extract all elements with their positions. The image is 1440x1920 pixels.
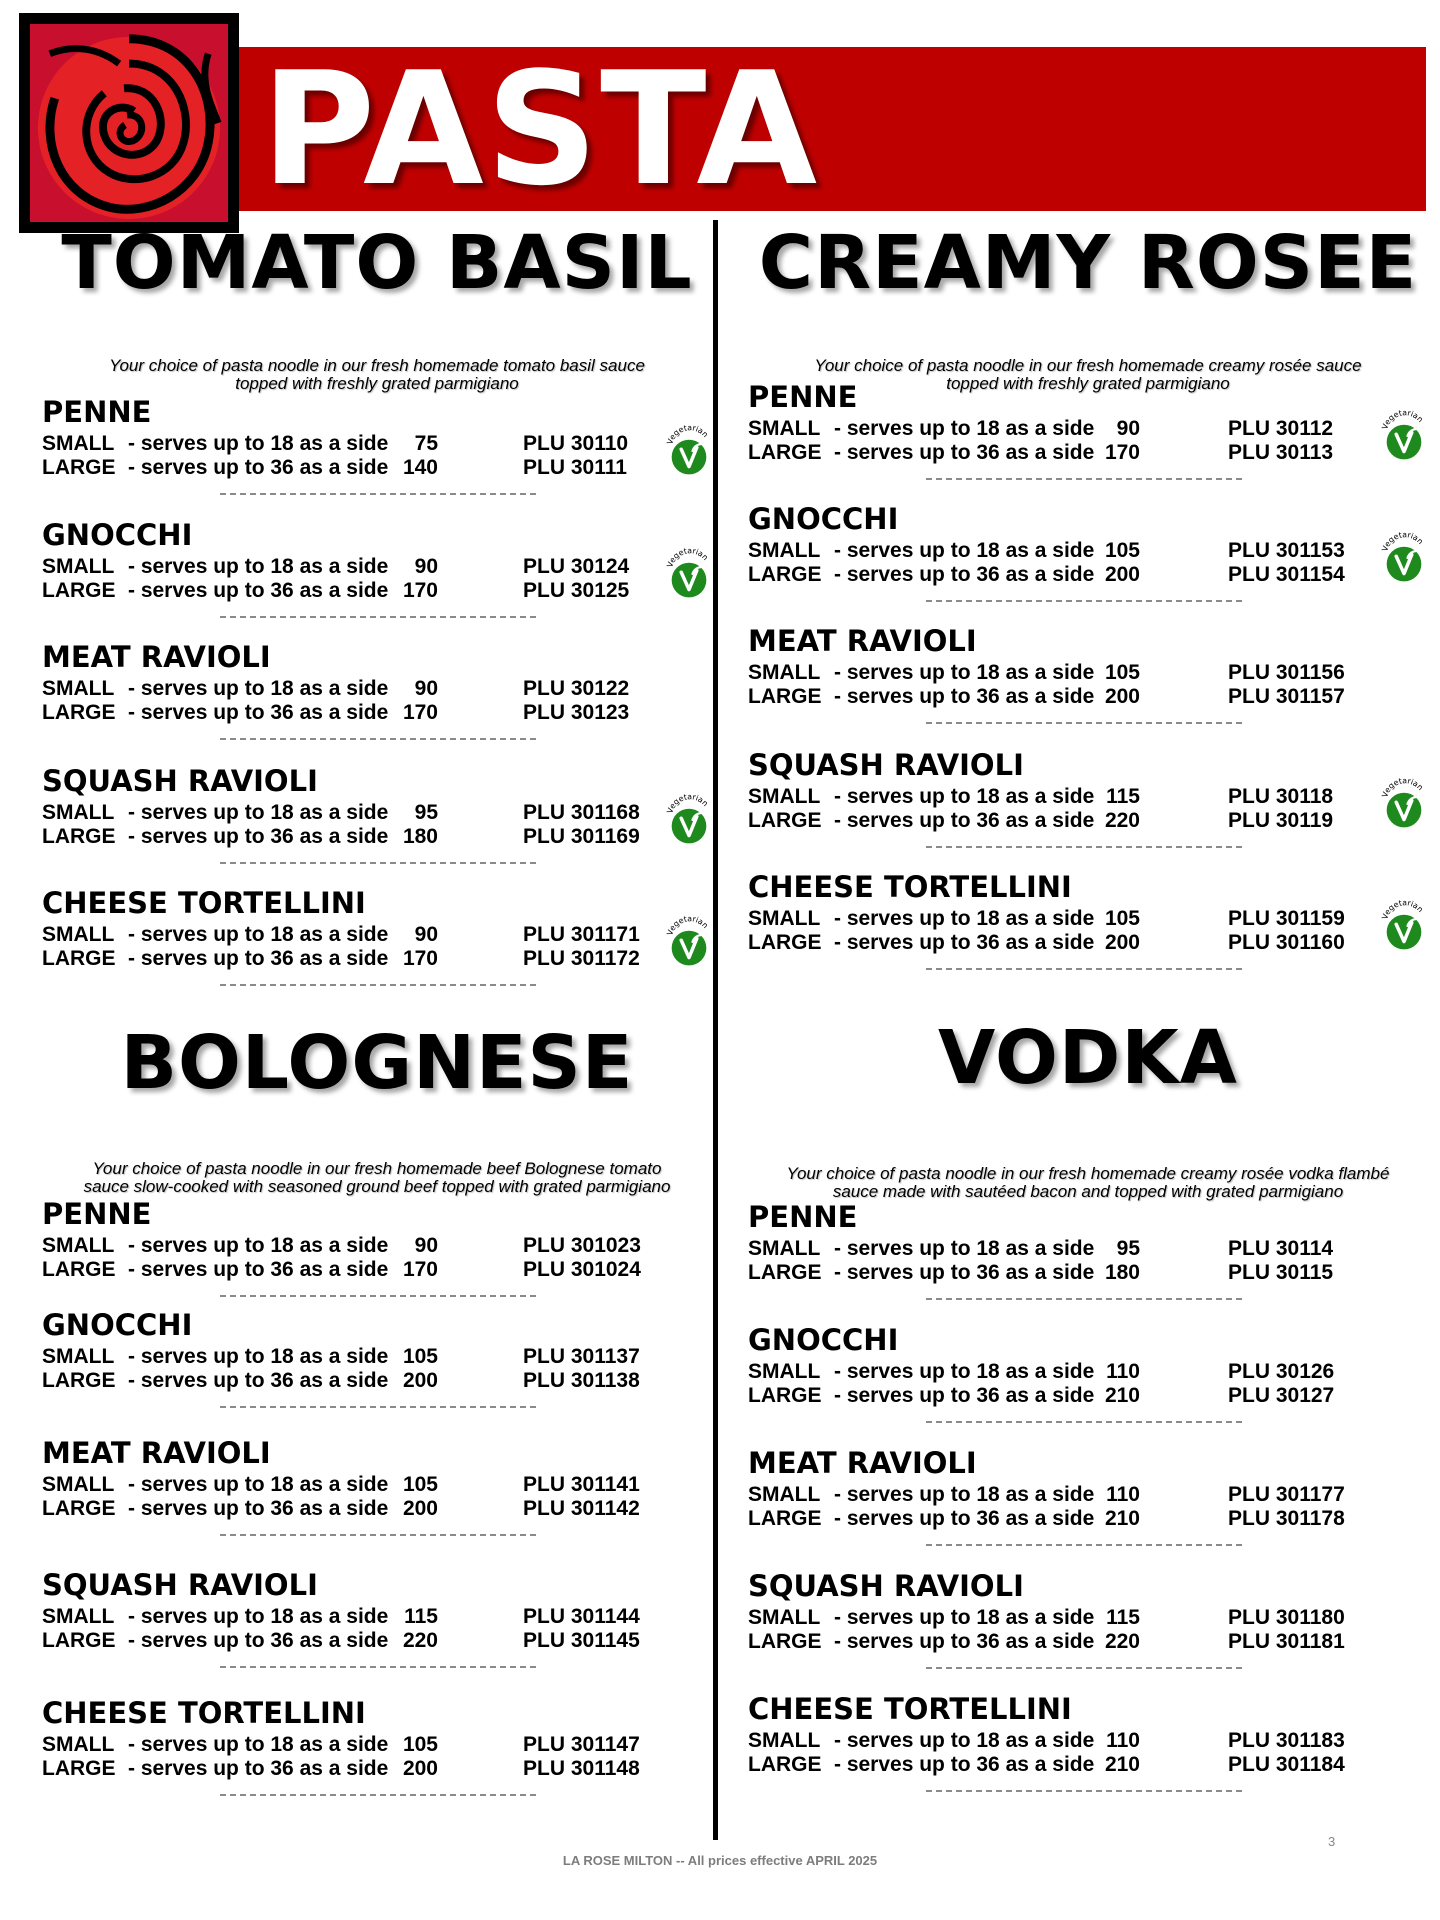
footer-text: LA ROSE MILTON -- All prices effective APRIL 2025 [562, 1853, 878, 1868]
serving-description: - serves up to 36 as a side [128, 1497, 389, 1520]
item-name: CHEESE TORTELLINI [42, 1696, 366, 1730]
serving-description: - serves up to 18 as a side [128, 1234, 389, 1257]
item-name: PENNE [748, 380, 858, 414]
serving-description: - serves up to 36 as a side [834, 931, 1095, 954]
size-label: LARGE [748, 441, 822, 464]
item-separator [926, 968, 1242, 970]
small-size-row [748, 1236, 1428, 1261]
serving-description: - serves up to 36 as a side [834, 685, 1095, 708]
description-line: sauce made with sautéed bacon and topped with grated parmigiano [832, 1182, 1344, 1201]
item-name: SQUASH RAVIOLI [42, 764, 318, 798]
price: 220 [402, 1629, 438, 1652]
item-name: MEAT RAVIOLI [42, 1436, 271, 1470]
small-size-row [748, 538, 1428, 563]
item-name: PENNE [42, 1197, 152, 1231]
plu-code: PLU 301159 [1228, 907, 1345, 930]
section-description [42, 1160, 712, 1196]
size-label: LARGE [748, 931, 822, 954]
price: 105 [402, 1473, 438, 1496]
size-label: SMALL [748, 1237, 821, 1260]
item-separator [926, 600, 1242, 602]
price: 170 [402, 701, 438, 724]
item-separator [926, 1544, 1242, 1546]
item-name: SQUASH RAVIOLI [748, 1569, 1024, 1603]
svg-text:Vegetarian: Vegetarian [665, 548, 710, 569]
serving-description: - serves up to 36 as a side [128, 701, 389, 724]
large-size-row [42, 455, 712, 480]
svg-text:Vegetarian: Vegetarian [665, 794, 710, 815]
section-title: VODKA [938, 1015, 1238, 1101]
item-name: GNOCCHI [748, 1323, 899, 1357]
item-name: SQUASH RAVIOLI [748, 748, 1024, 782]
large-size-row [748, 808, 1428, 833]
item-separator [220, 493, 536, 495]
serving-description: - serves up to 36 as a side [834, 1261, 1095, 1284]
svg-text:Vegetarian: Vegetarian [1380, 900, 1425, 921]
plu-code: PLU 301156 [1228, 661, 1345, 684]
small-size-row [748, 1482, 1428, 1507]
serving-description: - serves up to 18 as a side [128, 801, 389, 824]
item-separator [220, 1534, 536, 1536]
serving-description: - serves up to 36 as a side [128, 1369, 389, 1392]
plu-code: PLU 30118 [1228, 785, 1334, 808]
small-size-row [748, 416, 1428, 441]
page-title: PASTA [261, 38, 820, 220]
size-label: SMALL [42, 1733, 115, 1756]
section-title: BOLOGNESE [120, 1020, 634, 1106]
size-label: LARGE [748, 809, 822, 832]
size-label: SMALL [748, 907, 821, 930]
description-line: Your choice of pasta noodle in our fresh homemade beef Bolognese tomato [92, 1159, 662, 1178]
large-size-row [748, 1506, 1428, 1531]
small-size-row [42, 431, 712, 456]
small-size-row [42, 1604, 712, 1629]
item-separator [926, 1790, 1242, 1792]
size-label: LARGE [748, 1261, 822, 1284]
vegetarian-icon [663, 794, 715, 846]
price: 115 [1106, 785, 1140, 808]
serving-description: - serves up to 18 as a side [128, 677, 389, 700]
item-name: CHEESE TORTELLINI [748, 1692, 1072, 1726]
item-separator [220, 1406, 536, 1408]
size-label: LARGE [748, 563, 822, 586]
price: 110 [1106, 1483, 1140, 1506]
size-label: SMALL [42, 1345, 115, 1368]
large-size-row [42, 1756, 712, 1781]
serving-description: - serves up to 36 as a side [834, 1507, 1095, 1530]
large-size-row [42, 1496, 712, 1521]
small-size-row [42, 922, 712, 947]
serving-description: - serves up to 18 as a side [128, 923, 389, 946]
plu-code: PLU 301148 [523, 1757, 640, 1780]
item-name: MEAT RAVIOLI [748, 1446, 977, 1480]
plu-code: PLU 30119 [1228, 809, 1334, 832]
small-size-row [748, 1359, 1428, 1384]
plu-code: PLU 301141 [523, 1473, 640, 1496]
large-size-row [748, 930, 1428, 955]
item-separator [220, 738, 536, 740]
serving-description: - serves up to 36 as a side [128, 947, 389, 970]
price: 220 [1104, 1630, 1140, 1653]
size-label: SMALL [42, 432, 115, 455]
serving-description: - serves up to 36 as a side [834, 1630, 1095, 1653]
serving-description: - serves up to 18 as a side [834, 417, 1095, 440]
plu-code: PLU 301178 [1228, 1507, 1345, 1530]
plu-code: PLU 30125 [523, 579, 630, 602]
price: 110 [1106, 1729, 1140, 1752]
page-number: 3 [1328, 1834, 1336, 1849]
item-name: CHEESE TORTELLINI [42, 886, 366, 920]
price: 200 [1104, 563, 1140, 586]
size-label: LARGE [748, 1384, 822, 1407]
plu-code: PLU 301177 [1228, 1483, 1345, 1506]
serving-description: - serves up to 36 as a side [834, 441, 1095, 464]
serving-description: - serves up to 18 as a side [128, 1733, 389, 1756]
size-label: SMALL [748, 1360, 821, 1383]
large-size-row [748, 1629, 1428, 1654]
svg-text:Vegetarian: Vegetarian [665, 425, 710, 446]
vegetarian-icon [663, 425, 715, 477]
plu-code: PLU 301024 [523, 1258, 641, 1281]
description-line: Your choice of pasta noodle in our fresh homemade creamy rosée sauce [814, 356, 1362, 375]
description-line: topped with freshly grated parmigiano [946, 374, 1230, 393]
plu-code: PLU 301138 [523, 1369, 640, 1392]
size-label: SMALL [748, 539, 821, 562]
item-name: SQUASH RAVIOLI [42, 1568, 318, 1602]
serving-description: - serves up to 18 as a side [834, 1483, 1095, 1506]
large-size-row [42, 578, 712, 603]
item-name: MEAT RAVIOLI [42, 640, 271, 674]
plu-code: PLU 301137 [523, 1345, 640, 1368]
price: 110 [1106, 1360, 1140, 1383]
item-separator [220, 616, 536, 618]
serving-description: - serves up to 18 as a side [128, 1605, 389, 1628]
price: 170 [1104, 441, 1140, 464]
plu-code: PLU 301172 [523, 947, 640, 970]
item-separator [220, 1794, 536, 1796]
serving-description: - serves up to 18 as a side [834, 1237, 1095, 1260]
large-size-row [748, 1383, 1428, 1408]
price: 140 [402, 456, 438, 479]
price: 75 [414, 432, 438, 455]
price: 90 [414, 677, 438, 700]
small-size-row [748, 784, 1428, 809]
large-size-row [748, 1752, 1428, 1777]
plu-code: PLU 301169 [523, 825, 640, 848]
serving-description: - serves up to 18 as a side [128, 1473, 389, 1496]
size-label: LARGE [42, 1757, 116, 1780]
plu-code: PLU 30123 [523, 701, 630, 724]
large-size-row [42, 824, 712, 849]
serving-description: - serves up to 36 as a side [128, 1258, 389, 1281]
item-separator [926, 846, 1242, 848]
plu-code: PLU 301147 [523, 1733, 640, 1756]
size-label: LARGE [42, 1258, 116, 1281]
price: 200 [402, 1369, 438, 1392]
svg-text:Vegetarian: Vegetarian [1380, 410, 1425, 431]
large-size-row [42, 1628, 712, 1653]
plu-code: PLU 301023 [523, 1234, 641, 1257]
plu-code: PLU 30114 [1228, 1237, 1334, 1260]
vegetarian-icon [663, 548, 715, 600]
plu-code: PLU 30122 [523, 677, 630, 700]
plu-code: PLU 30126 [1228, 1360, 1335, 1383]
svg-text:Vegetarian: Vegetarian [1380, 778, 1425, 799]
large-size-row [748, 1260, 1428, 1285]
item-name: MEAT RAVIOLI [748, 624, 977, 658]
size-label: SMALL [42, 1234, 115, 1257]
serving-description: - serves up to 18 as a side [834, 661, 1095, 684]
item-name: PENNE [748, 1200, 858, 1234]
size-label: SMALL [42, 801, 115, 824]
size-label: LARGE [42, 1369, 116, 1392]
price: 105 [402, 1345, 438, 1368]
section-description [42, 357, 712, 393]
serving-description: - serves up to 18 as a side [128, 432, 389, 455]
price: 170 [402, 579, 438, 602]
description-line: sauce slow-cooked with seasoned ground beef topped with grated parmigiano [83, 1177, 671, 1196]
size-label: LARGE [748, 685, 822, 708]
serving-description: - serves up to 36 as a side [128, 1629, 389, 1652]
item-separator [926, 478, 1242, 480]
section-title: TOMATO BASIL [61, 220, 693, 306]
price: 90 [414, 555, 438, 578]
serving-description: - serves up to 18 as a side [834, 539, 1095, 562]
price: 90 [414, 1234, 438, 1257]
large-size-row [42, 700, 712, 725]
price: 105 [1104, 907, 1140, 930]
section-title: CREAMY ROSEE [758, 220, 1418, 306]
plu-code: PLU 301168 [523, 801, 640, 824]
item-separator [220, 1666, 536, 1668]
price: 90 [1116, 417, 1140, 440]
price: 180 [1104, 1261, 1140, 1284]
svg-text:Vegetarian: Vegetarian [1380, 532, 1425, 553]
plu-code: PLU 30110 [523, 432, 629, 455]
plu-code: PLU 30127 [1228, 1384, 1335, 1407]
serving-description: - serves up to 36 as a side [834, 809, 1095, 832]
price: 105 [402, 1733, 438, 1756]
price: 220 [1104, 809, 1140, 832]
large-size-row [42, 1257, 712, 1282]
serving-description: - serves up to 18 as a side [128, 1345, 389, 1368]
size-label: LARGE [748, 1630, 822, 1653]
item-separator [220, 1295, 536, 1297]
plu-code: PLU 30115 [1228, 1261, 1334, 1284]
plu-code: PLU 30112 [1228, 417, 1334, 440]
price: 200 [1104, 685, 1140, 708]
item-name: GNOCCHI [42, 1308, 193, 1342]
small-size-row [42, 554, 712, 579]
large-size-row [748, 684, 1428, 709]
serving-description: - serves up to 36 as a side [128, 579, 389, 602]
small-size-row [42, 1472, 712, 1497]
item-name: GNOCCHI [42, 518, 193, 552]
size-label: LARGE [42, 1629, 116, 1652]
plu-code: PLU 301181 [1228, 1630, 1345, 1653]
size-label: SMALL [42, 923, 115, 946]
plu-code: PLU 301154 [1228, 563, 1345, 586]
price: 180 [402, 825, 438, 848]
description-line: Your choice of pasta noodle in our fresh homemade creamy rosée vodka flambé [786, 1164, 1390, 1183]
small-size-row [748, 906, 1428, 931]
small-size-row [42, 1344, 712, 1369]
section-description [748, 1165, 1428, 1201]
small-size-row [748, 1728, 1428, 1753]
size-label: LARGE [748, 1753, 822, 1776]
price: 95 [414, 801, 438, 824]
item-separator [926, 1667, 1242, 1669]
item-separator [926, 722, 1242, 724]
price: 210 [1104, 1507, 1140, 1530]
size-label: LARGE [42, 579, 116, 602]
size-label: LARGE [42, 456, 116, 479]
size-label: SMALL [748, 1606, 821, 1629]
serving-description: - serves up to 18 as a side [834, 907, 1095, 930]
plu-code: PLU 301160 [1228, 931, 1345, 954]
price: 200 [1104, 931, 1140, 954]
serving-description: - serves up to 18 as a side [834, 785, 1095, 808]
serving-description: - serves up to 36 as a side [834, 1753, 1095, 1776]
small-size-row [42, 1732, 712, 1757]
title-banner [239, 38, 1426, 220]
item-separator [220, 862, 536, 864]
plu-code: PLU 301142 [523, 1497, 640, 1520]
price: 115 [1106, 1606, 1140, 1629]
serving-description: - serves up to 18 as a side [128, 555, 389, 578]
item-separator [926, 1421, 1242, 1423]
size-label: SMALL [748, 785, 821, 808]
size-label: LARGE [42, 1497, 116, 1520]
serving-description: - serves up to 36 as a side [128, 456, 389, 479]
description-line: topped with freshly grated parmigiano [235, 374, 519, 393]
item-separator [220, 984, 536, 986]
price: 115 [404, 1605, 438, 1628]
small-size-row [42, 676, 712, 701]
plu-code: PLU 301184 [1228, 1753, 1345, 1776]
vegetarian-icon [1378, 900, 1430, 952]
large-size-row [42, 1368, 712, 1393]
price: 170 [402, 1258, 438, 1281]
plu-code: PLU 301171 [523, 923, 640, 946]
price: 210 [1104, 1384, 1140, 1407]
price: 105 [1104, 661, 1140, 684]
rose-icon [30, 24, 228, 222]
serving-description: - serves up to 18 as a side [834, 1360, 1095, 1383]
item-name: GNOCCHI [748, 502, 899, 536]
plu-code: PLU 301144 [523, 1605, 640, 1628]
small-size-row [42, 1233, 712, 1258]
item-separator [926, 1298, 1242, 1300]
size-label: SMALL [748, 1483, 821, 1506]
size-label: LARGE [42, 947, 116, 970]
serving-description: - serves up to 36 as a side [128, 825, 389, 848]
plu-code: PLU 30113 [1228, 441, 1334, 464]
serving-description: - serves up to 18 as a side [834, 1606, 1095, 1629]
vegetarian-icon [1378, 532, 1430, 584]
small-size-row [42, 800, 712, 825]
vegetarian-icon [663, 916, 715, 968]
price: 200 [402, 1757, 438, 1780]
price: 210 [1104, 1753, 1140, 1776]
plu-code: PLU 30111 [523, 456, 627, 479]
size-label: SMALL [42, 1473, 115, 1496]
plu-code: PLU 301145 [523, 1629, 640, 1652]
price: 105 [1104, 539, 1140, 562]
item-name: CHEESE TORTELLINI [748, 870, 1072, 904]
large-size-row [42, 946, 712, 971]
serving-description: - serves up to 36 as a side [834, 563, 1095, 586]
plu-code: PLU 301153 [1228, 539, 1345, 562]
size-label: SMALL [748, 661, 821, 684]
large-size-row [748, 440, 1428, 465]
size-label: SMALL [42, 555, 115, 578]
price: 95 [1116, 1237, 1140, 1260]
plu-code: PLU 301157 [1228, 685, 1345, 708]
plu-code: PLU 301180 [1228, 1606, 1345, 1629]
serving-description: - serves up to 18 as a side [834, 1729, 1095, 1752]
price: 200 [402, 1497, 438, 1520]
price: 170 [402, 947, 438, 970]
rose-logo [19, 13, 239, 233]
size-label: LARGE [42, 701, 116, 724]
serving-description: - serves up to 36 as a side [128, 1757, 389, 1780]
vegetarian-icon [1378, 410, 1430, 462]
small-size-row [748, 1605, 1428, 1630]
plu-code: PLU 30124 [523, 555, 630, 578]
description-line: Your choice of pasta noodle in our fresh homemade tomato basil sauce [109, 356, 645, 375]
small-size-row [748, 660, 1428, 685]
vegetarian-icon [1378, 778, 1430, 830]
size-label: SMALL [748, 1729, 821, 1752]
svg-text:Vegetarian: Vegetarian [665, 916, 710, 937]
size-label: SMALL [748, 417, 821, 440]
large-size-row [748, 562, 1428, 587]
price: 90 [414, 923, 438, 946]
item-name: PENNE [42, 395, 152, 429]
serving-description: - serves up to 36 as a side [834, 1384, 1095, 1407]
size-label: LARGE [42, 825, 116, 848]
plu-code: PLU 301183 [1228, 1729, 1345, 1752]
size-label: SMALL [42, 677, 115, 700]
size-label: LARGE [748, 1507, 822, 1530]
size-label: SMALL [42, 1605, 115, 1628]
